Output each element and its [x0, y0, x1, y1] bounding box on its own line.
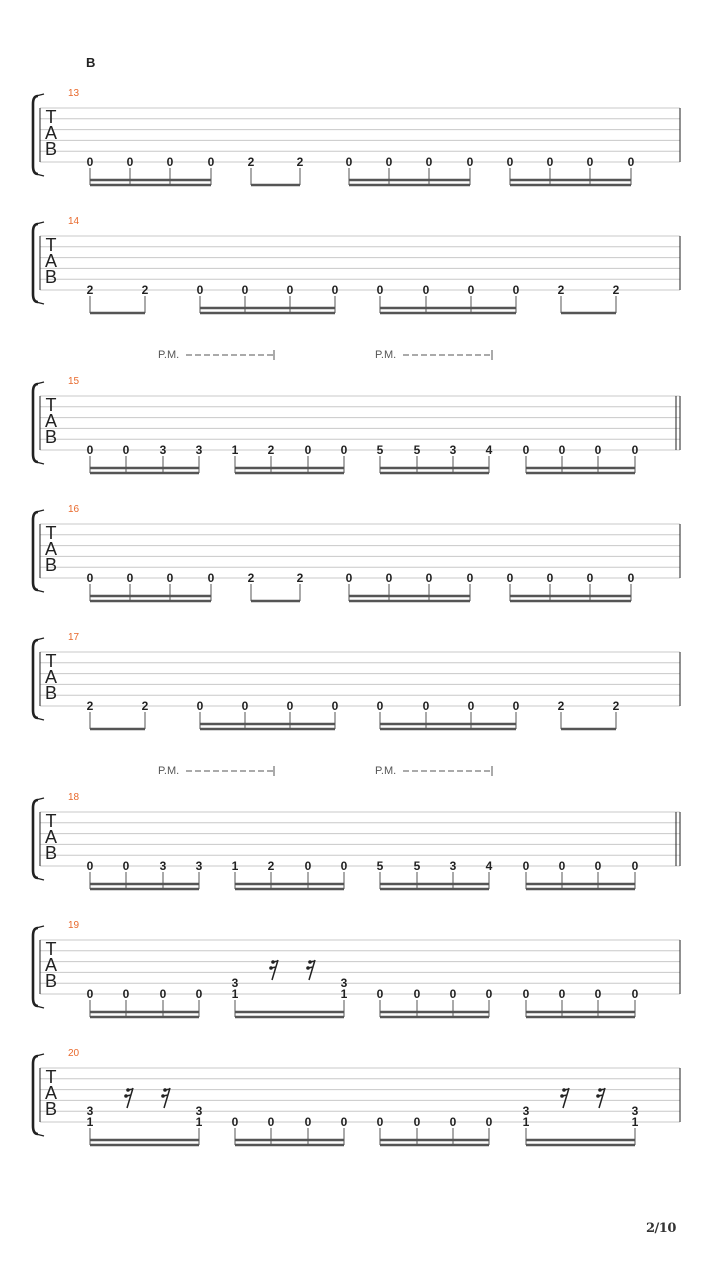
fret-number: 0	[286, 283, 294, 297]
fret-number: 2	[296, 571, 304, 585]
fret-number: 2	[86, 699, 94, 713]
fret-number: 0	[122, 859, 130, 873]
fret-number: 2	[612, 283, 620, 297]
bracket-hook-bottom	[36, 718, 44, 720]
fret-number: 2	[296, 155, 304, 169]
fret-number: 0	[522, 987, 530, 1001]
palm-mute-label: P.M.	[158, 765, 180, 777]
fret-number: 0	[413, 1115, 421, 1129]
fret-number: 0	[304, 1115, 312, 1129]
fret-number: 0	[195, 987, 203, 1001]
fret-number: 0	[594, 859, 602, 873]
tab-clef-letter: T	[45, 1067, 57, 1087]
bracket-hook-top	[36, 638, 44, 640]
tab-clef-letter: T	[45, 107, 57, 127]
tab-clef-letter: T	[45, 651, 57, 671]
fret-number: 2	[247, 571, 255, 585]
fret-number: 0	[122, 987, 130, 1001]
fret-number: 0	[196, 699, 204, 713]
fret-number: 0	[422, 699, 430, 713]
measure-number: 18	[68, 792, 80, 803]
fret-number: 0	[586, 571, 594, 585]
bracket-hook-top	[36, 798, 44, 800]
bracket-hook-top	[36, 510, 44, 512]
fret-number: 0	[340, 1115, 348, 1129]
fret-number: 1	[522, 1115, 530, 1129]
tab-clef-letter: T	[45, 939, 57, 959]
fret-number: 0	[506, 155, 514, 169]
fret-number: 0	[241, 283, 249, 297]
fret-number: 0	[86, 443, 94, 457]
bracket-hook-bottom	[36, 1134, 44, 1136]
fret-number: 1	[231, 987, 239, 1001]
fret-number: 5	[413, 859, 421, 873]
fret-number: 0	[376, 283, 384, 297]
fret-number: 0	[331, 699, 339, 713]
sixteenth-rest-icon	[269, 960, 278, 980]
fret-number: 0	[340, 859, 348, 873]
fret-number: 0	[546, 155, 554, 169]
fret-number: 3	[195, 859, 203, 873]
fret-number: 0	[340, 443, 348, 457]
fret-number: 0	[522, 859, 530, 873]
fret-number: 0	[631, 859, 639, 873]
fret-number: 0	[594, 987, 602, 1001]
tab-clef-letter: B	[44, 267, 58, 287]
bracket-hook-top	[36, 94, 44, 96]
tab-clef-letter: B	[44, 971, 58, 991]
tab-clef-letter: B	[44, 683, 58, 703]
measure-number: 17	[68, 632, 80, 643]
fret-number: 2	[267, 443, 275, 457]
fret-number: 2	[86, 283, 94, 297]
fret-number: 0	[86, 987, 94, 1001]
fret-number: 2	[247, 155, 255, 169]
system-bracket	[33, 640, 38, 718]
measure-number: 15	[68, 376, 80, 387]
fret-number: 0	[86, 859, 94, 873]
tab-clef-letter: A	[44, 827, 58, 847]
sixteenth-rest-icon	[560, 1088, 569, 1108]
fret-number: 5	[376, 443, 384, 457]
fret-number: 0	[159, 987, 167, 1001]
fret-number: 4	[485, 443, 493, 457]
fret-number: 0	[241, 699, 249, 713]
bracket-hook-top	[36, 382, 44, 384]
fret-number: 0	[512, 699, 520, 713]
fret-number: 0	[466, 155, 474, 169]
tab-clef-letter: B	[44, 843, 58, 863]
fret-number: 0	[466, 571, 474, 585]
fret-number: 0	[86, 571, 94, 585]
tab-clef-letter: A	[44, 539, 58, 559]
system-bracket	[33, 928, 38, 1006]
fret-number: 0	[126, 155, 134, 169]
palm-mute-label: P.M.	[375, 765, 397, 777]
fret-number: 5	[413, 443, 421, 457]
section-label: B	[86, 55, 96, 70]
fret-number: 2	[612, 699, 620, 713]
measure-number: 13	[68, 88, 80, 99]
fret-number: 0	[207, 155, 215, 169]
fret-number: 3	[195, 1104, 203, 1119]
fret-number: 1	[195, 1115, 203, 1129]
sixteenth-rest-icon	[161, 1088, 170, 1108]
fret-number: 2	[267, 859, 275, 873]
tab-clef-letter: A	[44, 955, 58, 975]
fret-number: 0	[304, 443, 312, 457]
fret-number: 0	[631, 987, 639, 1001]
fret-number: 2	[557, 283, 565, 297]
tab-clef-letter: B	[44, 139, 58, 159]
fret-number: 0	[558, 443, 566, 457]
bracket-hook-bottom	[36, 590, 44, 592]
system-bracket	[33, 224, 38, 302]
fret-number: 3	[449, 859, 457, 873]
fret-number: 0	[586, 155, 594, 169]
fret-number: 0	[506, 571, 514, 585]
bracket-hook-top	[36, 222, 44, 224]
tab-clef-letter: A	[44, 667, 58, 687]
tab-clef-letter: B	[44, 555, 58, 575]
fret-number: 0	[546, 571, 554, 585]
fret-number: 3	[86, 1104, 94, 1119]
fret-number: 1	[86, 1115, 94, 1129]
tab-clef-letter: B	[44, 427, 58, 447]
bracket-hook-bottom	[36, 878, 44, 880]
fret-number: 3	[522, 1104, 530, 1119]
fret-number: 0	[376, 987, 384, 1001]
fret-number: 0	[485, 987, 493, 1001]
fret-number: 0	[425, 571, 433, 585]
fret-number: 0	[267, 1115, 275, 1129]
system-bracket	[33, 96, 38, 174]
fret-number: 4	[485, 859, 493, 873]
palm-mute-label: P.M.	[375, 349, 397, 361]
sixteenth-rest-icon	[306, 960, 315, 980]
tab-clef-letter: A	[44, 251, 58, 271]
fret-number: 0	[449, 1115, 457, 1129]
fret-number: 0	[422, 283, 430, 297]
fret-number: 3	[340, 976, 348, 991]
fret-number: 0	[126, 571, 134, 585]
fret-number: 3	[231, 976, 239, 991]
fret-number: 0	[231, 1115, 239, 1129]
fret-number: 0	[196, 283, 204, 297]
fret-number: 0	[376, 1115, 384, 1129]
fret-number: 3	[195, 443, 203, 457]
fret-number: 0	[594, 443, 602, 457]
fret-number: 0	[331, 283, 339, 297]
fret-number: 3	[631, 1104, 639, 1119]
measure-number: 20	[68, 1048, 80, 1059]
page-number: 2/10	[646, 1221, 676, 1236]
fret-number: 0	[166, 571, 174, 585]
tab-clef-letter: A	[44, 411, 58, 431]
fret-number: 0	[122, 443, 130, 457]
fret-number: 0	[467, 699, 475, 713]
fret-number: 2	[141, 699, 149, 713]
measure-number: 16	[68, 504, 80, 515]
fret-number: 0	[86, 155, 94, 169]
fret-number: 0	[627, 571, 635, 585]
system-bracket	[33, 800, 38, 878]
fret-number: 2	[557, 699, 565, 713]
system-bracket	[33, 512, 38, 590]
bracket-hook-top	[36, 1054, 44, 1056]
bracket-hook-top	[36, 926, 44, 928]
fret-number: 3	[449, 443, 457, 457]
fret-number: 0	[345, 571, 353, 585]
fret-number: 0	[385, 155, 393, 169]
fret-number: 0	[558, 987, 566, 1001]
fret-number: 1	[340, 987, 348, 1001]
bracket-hook-bottom	[36, 174, 44, 176]
tab-clef-letter: A	[44, 123, 58, 143]
fret-number: 0	[207, 571, 215, 585]
bracket-hook-bottom	[36, 462, 44, 464]
fret-number: 0	[385, 571, 393, 585]
measure-number: 14	[68, 216, 80, 227]
fret-number: 0	[449, 987, 457, 1001]
fret-number: 1	[231, 443, 239, 457]
tab-clef-letter: T	[45, 523, 57, 543]
fret-number: 0	[345, 155, 353, 169]
measure-number: 19	[68, 920, 80, 931]
sixteenth-rest-icon	[124, 1088, 133, 1108]
system-bracket	[33, 1056, 38, 1134]
fret-number: 2	[141, 283, 149, 297]
fret-number: 1	[231, 859, 239, 873]
fret-number: 0	[627, 155, 635, 169]
tab-clef-letter: T	[45, 811, 57, 831]
fret-number: 0	[286, 699, 294, 713]
tab-clef-letter: A	[44, 1083, 58, 1103]
bracket-hook-bottom	[36, 1006, 44, 1008]
fret-number: 0	[425, 155, 433, 169]
fret-number: 3	[159, 859, 167, 873]
fret-number: 0	[512, 283, 520, 297]
sixteenth-rest-icon	[596, 1088, 605, 1108]
tab-clef-letter: T	[45, 235, 57, 255]
tab-clef-letter: B	[44, 1099, 58, 1119]
palm-mute-label: P.M.	[158, 349, 180, 361]
bracket-hook-bottom	[36, 302, 44, 304]
fret-number: 0	[522, 443, 530, 457]
fret-number: 1	[631, 1115, 639, 1129]
fret-number: 0	[413, 987, 421, 1001]
fret-number: 0	[631, 443, 639, 457]
fret-number: 0	[467, 283, 475, 297]
fret-number: 0	[304, 859, 312, 873]
fret-number: 0	[558, 859, 566, 873]
system-bracket	[33, 384, 38, 462]
tab-clef-letter: T	[45, 395, 57, 415]
fret-number: 3	[159, 443, 167, 457]
fret-number: 0	[376, 699, 384, 713]
fret-number: 0	[485, 1115, 493, 1129]
fret-number: 0	[166, 155, 174, 169]
fret-number: 5	[376, 859, 384, 873]
